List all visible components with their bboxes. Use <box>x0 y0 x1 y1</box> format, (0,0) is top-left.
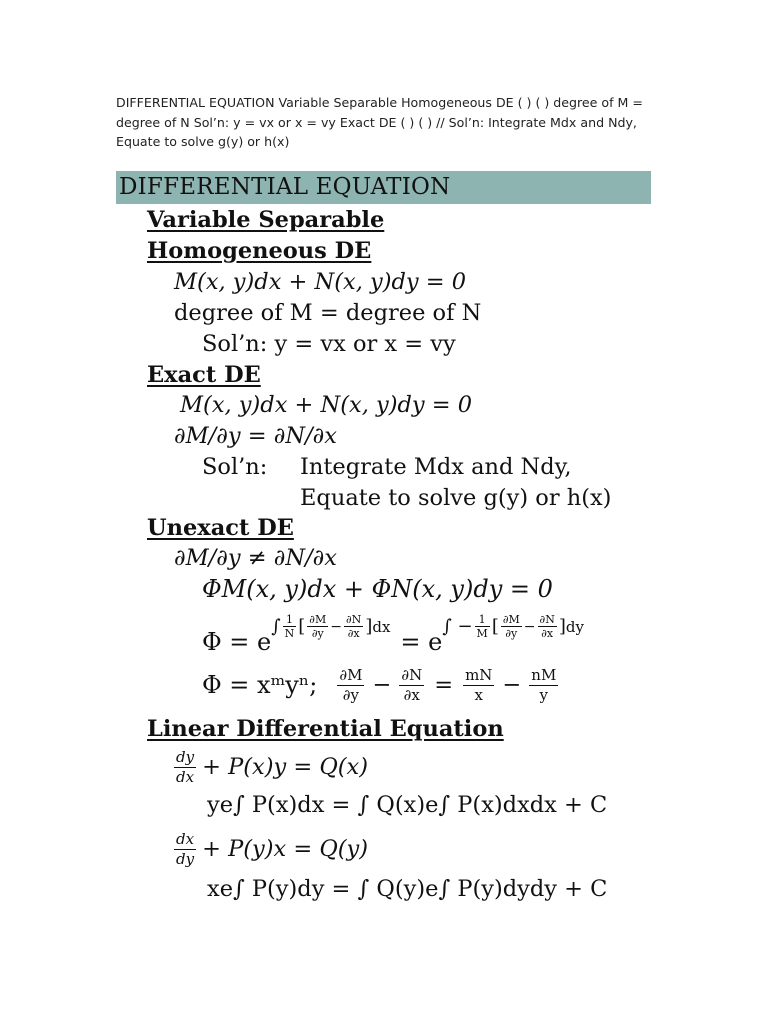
frac-den: ∂x <box>541 627 554 640</box>
homogeneous-equation: M(x, y)dx + N(x, y)dy = 0 <box>174 269 467 295</box>
frac-dx-dy <box>174 830 196 869</box>
minus-sign: − <box>502 672 522 698</box>
exact-equation: M(x, y)dx + N(x, y)dy = 0 <box>180 392 473 418</box>
linear-eq1-rest: + P(x)y = Q(x) <box>202 754 369 780</box>
frac-dn-dx <box>538 613 557 640</box>
intro-paragraph: DIFFERENTIAL EQUATION Variable Separable Homogeneous DE ( ) ( ) degree of M = degree of N Sol’n: y = vx or x = vy Exact DE ( ) ( ) ∕∕ Sol’n: Integrate Mdx and Ndy, Equate to solve g(y) or h(x) <box>116 95 643 149</box>
frac-num: ∂N <box>401 665 423 684</box>
frac-den: ∂y <box>505 627 518 640</box>
frac-nm-y <box>529 666 558 705</box>
frac-den: dx <box>176 767 195 786</box>
frac-num: ∂N <box>345 613 362 626</box>
frac-one-over-n <box>283 613 297 640</box>
exponent-dy: dy <box>565 617 584 636</box>
phi-exponent-2: ∫ − $\frac{1}{M}$ [ $\frac{\partial M}{\partial y}$ − $\frac{\partial N}{\partial x}$ ] dy <box>442 613 584 640</box>
integral-sign: ∫ − <box>442 616 473 637</box>
minus-sign: − <box>523 618 536 635</box>
frac-num: ∂M <box>502 613 520 626</box>
heading-linear: Linear Differential Equation <box>147 716 504 742</box>
frac-den: N <box>284 627 295 640</box>
exact-solution-label: Sol’n: <box>202 454 268 480</box>
exact-condition: ∂M/∂y = ∂N/∂x <box>174 423 337 449</box>
frac-den: ∂x <box>403 685 420 704</box>
frac-den: ∂y <box>311 627 324 640</box>
homogeneous-condition: degree of M = degree of N <box>174 300 482 326</box>
frac-den: dy <box>176 849 195 868</box>
frac-den: ∂y <box>342 685 359 704</box>
integral-sign: ∫ <box>271 616 281 637</box>
phi-mid: = e <box>400 628 443 656</box>
integrating-factor-formula <box>202 610 584 656</box>
frac-one-over-m <box>475 613 490 640</box>
frac-num: dy <box>176 747 195 766</box>
unexact-condition: ∂M/∂y ≠ ∂N/∂x <box>174 545 337 571</box>
frac-num: dx <box>174 830 196 850</box>
exact-solution-line2: Equate to solve g(y) or h(x) <box>300 485 612 511</box>
heading-unexact: Unexact DE <box>147 515 294 541</box>
page-title: DIFFERENTIAL EQUATION <box>119 174 451 200</box>
exact-solution-line1: Integrate Mdx and Ndy, <box>300 454 572 480</box>
unexact-equation: ΦM(x, y)dx + ΦN(x, y)dy = 0 <box>202 575 553 603</box>
frac-num: 1 <box>475 613 490 627</box>
linear-solution-2: xe∫ P(y)dy = ∫ Q(y)e∫ P(y)dydy + C <box>207 876 608 902</box>
heading-variable-separable: Variable Separable <box>147 207 385 233</box>
phi-power-formula <box>202 658 560 712</box>
frac-den: ∂x <box>347 627 360 640</box>
linear-solution-1: ye∫ P(x)dx = ∫ Q(x)e∫ P(x)dxdx + C <box>207 792 608 818</box>
heading-homogeneous: Homogeneous DE <box>147 238 372 264</box>
frac-dy-dx <box>174 748 196 787</box>
frac-den: y <box>539 685 549 704</box>
frac-num: ∂M <box>339 665 363 684</box>
linear-equation-1 <box>172 744 368 790</box>
minus-sign: − <box>330 618 342 635</box>
phi-exponent-1: ∫ $\frac{1}{N}$ [ $\frac{\partial M}{\partial y}$ − $\frac{\partial N}{\partial x}$ ] dx <box>271 613 391 640</box>
frac-den: x <box>474 685 483 704</box>
exponent-dx: dx <box>372 617 391 636</box>
frac-num: nM <box>531 665 557 684</box>
frac-den: M <box>476 627 488 640</box>
frac-dn-dx <box>399 666 424 705</box>
frac-dm-dy <box>501 613 522 640</box>
minus-sign: − <box>372 672 392 698</box>
frac-num: 1 <box>283 613 297 627</box>
phi-power: Φ = xᵐyⁿ; <box>202 671 318 699</box>
linear-eq2-rest: + P(y)x = Q(y) <box>202 836 369 862</box>
frac-num: ∂N <box>539 613 555 626</box>
homogeneous-solution: Sol’n: y = vx or x = vy <box>202 331 456 357</box>
linear-equation-2 <box>172 826 368 872</box>
equals-sign: = <box>434 672 454 698</box>
frac-dm-dy <box>307 613 328 640</box>
frac-dm-dy <box>337 666 364 705</box>
heading-exact: Exact DE <box>147 362 261 388</box>
frac-num: ∂M <box>309 613 327 626</box>
frac-num: mN <box>465 665 493 684</box>
frac-mn-x <box>463 666 494 705</box>
frac-dn-dx <box>344 613 363 640</box>
phi-lhs: Φ = e <box>202 628 272 656</box>
